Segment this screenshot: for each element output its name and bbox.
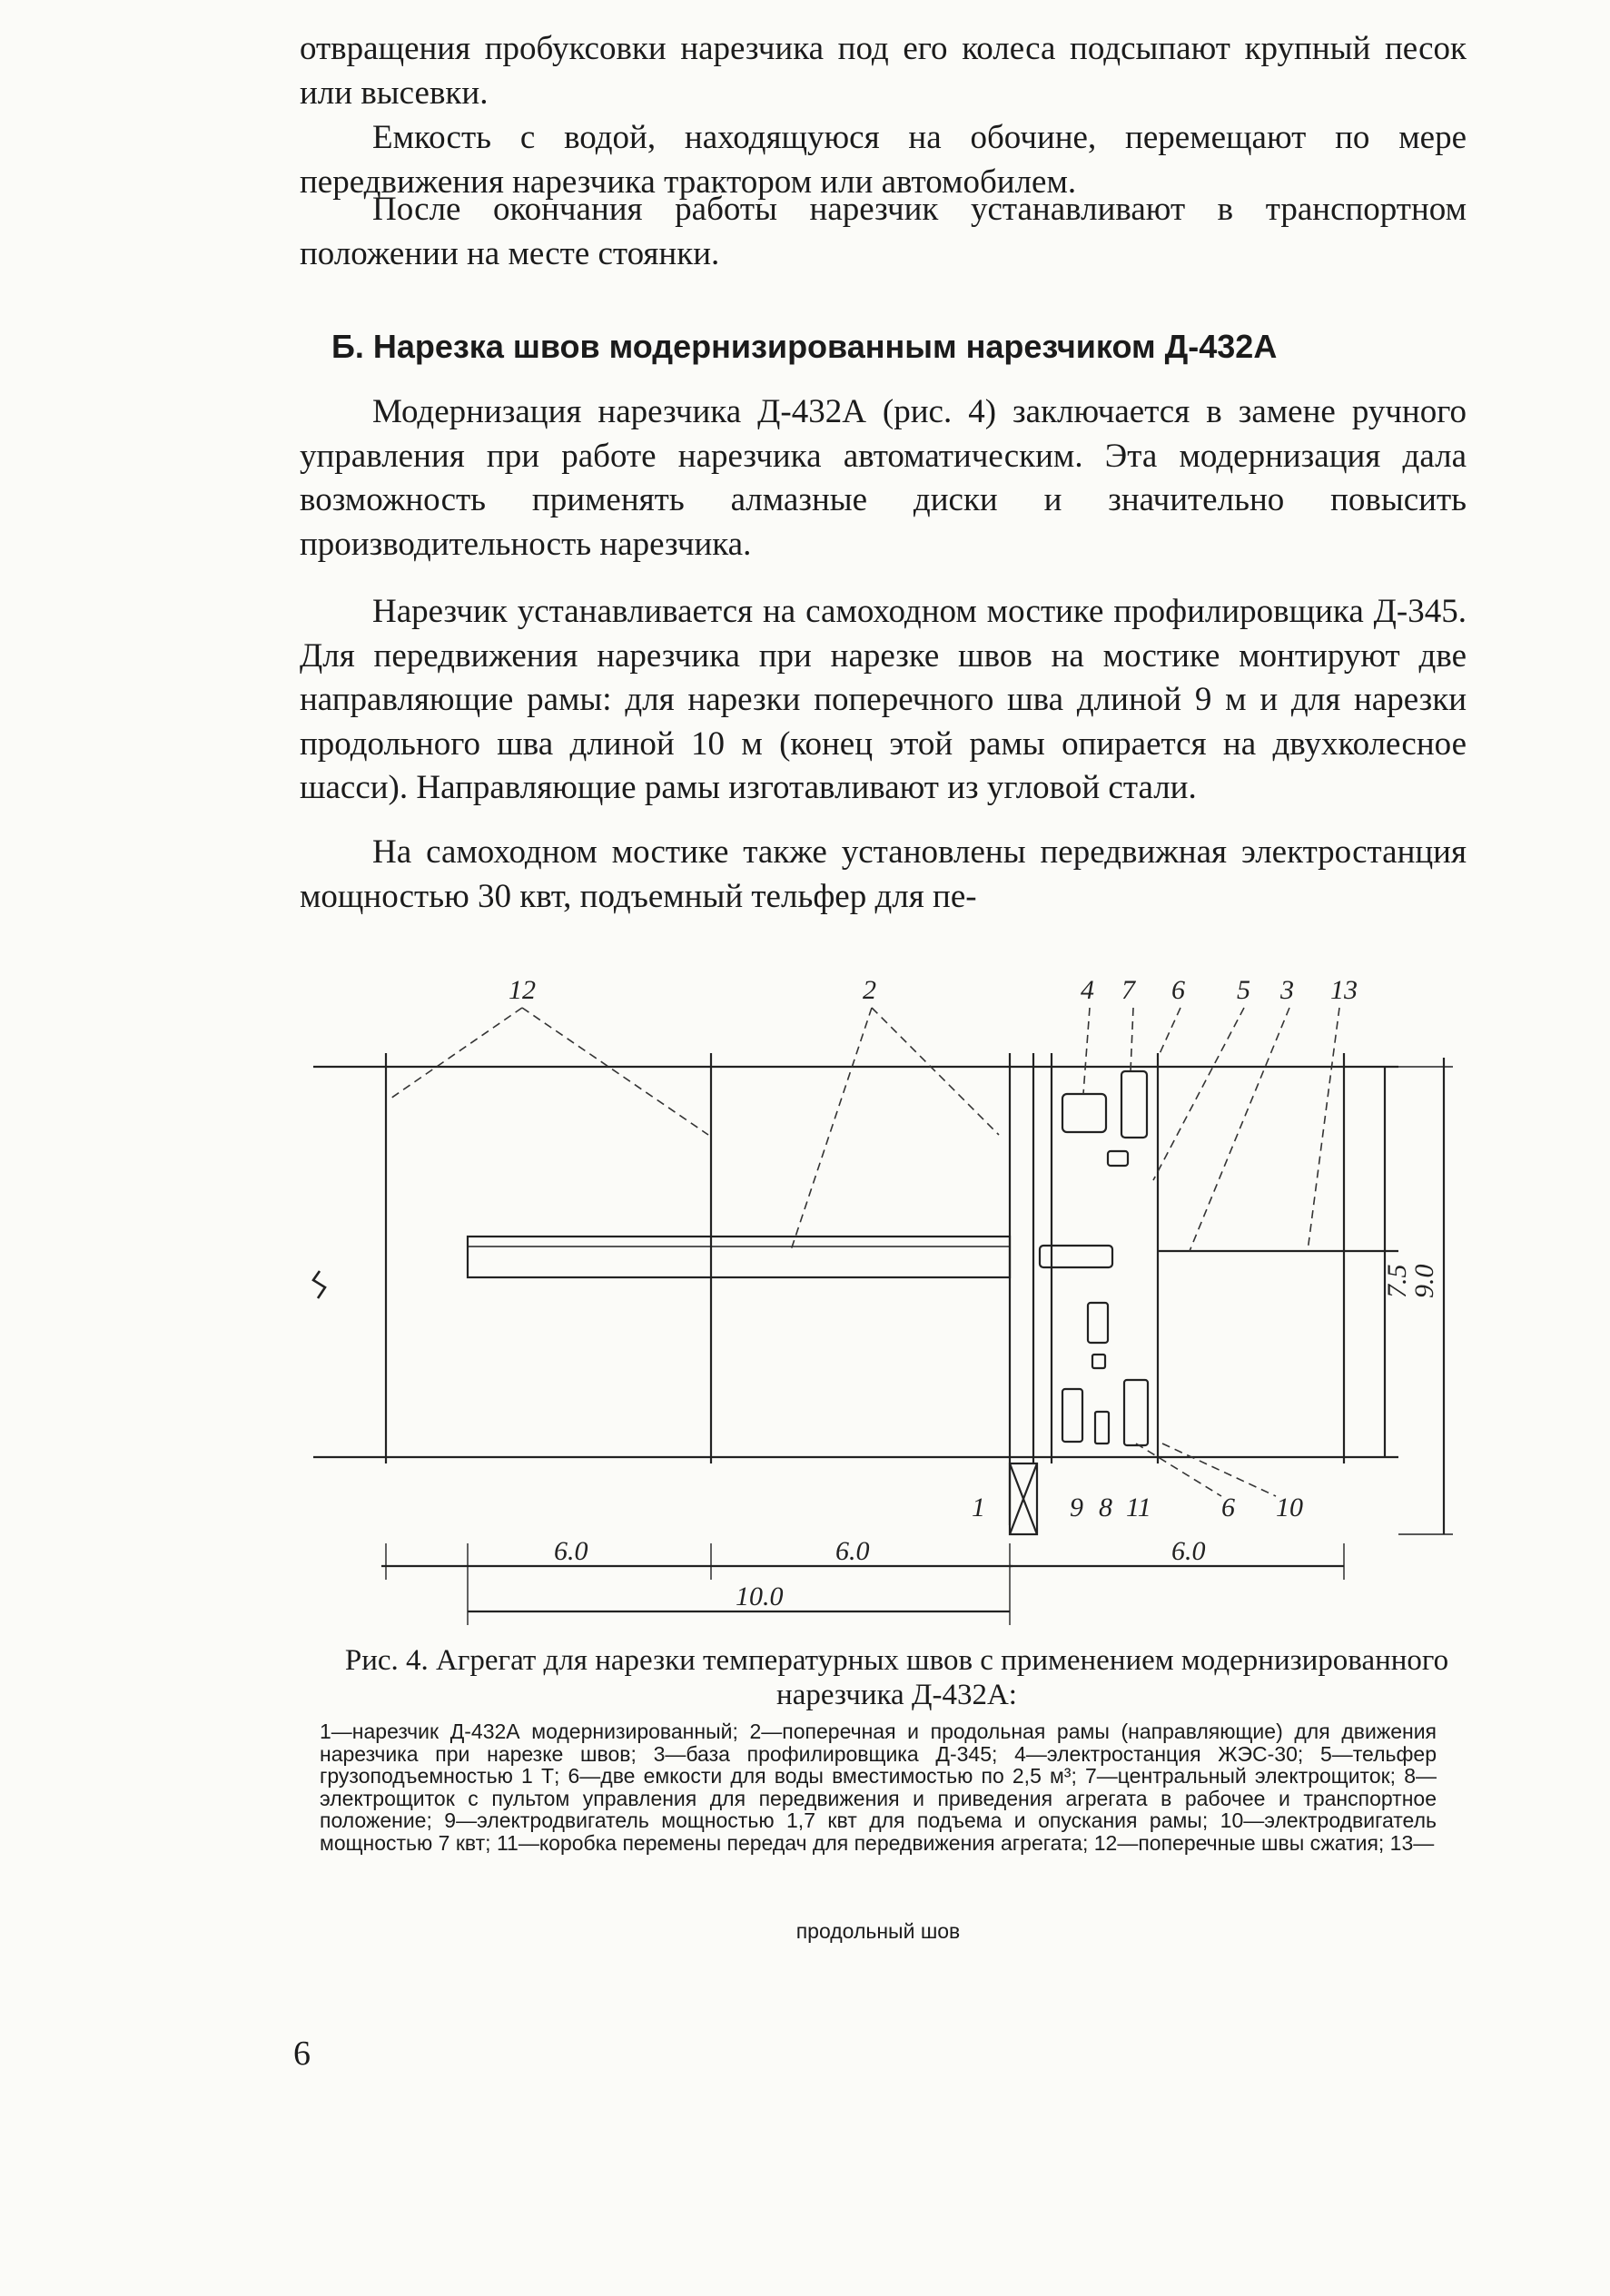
label-6-top: 6 bbox=[1171, 975, 1185, 1005]
figure-caption: Рис. 4. Агрегат для нарезки температурных швов с применением модернизированного нарезчика Д-432А: bbox=[344, 1644, 1449, 1711]
paragraph-3: После окончания работы нарезчик устанавливают в транспортном положении на месте стоянки. bbox=[300, 191, 1467, 272]
label-7: 7 bbox=[1121, 975, 1135, 1005]
page-number: 6 bbox=[293, 2035, 311, 2073]
label-6-bottom: 6 bbox=[1221, 1493, 1235, 1522]
dim-7-5: 7.5 bbox=[1382, 1264, 1412, 1298]
section-heading: Б. Нарезка швов модернизированным нарезчиком Д-432А bbox=[331, 328, 1278, 365]
label-4: 4 bbox=[1081, 975, 1094, 1005]
label-2: 2 bbox=[863, 975, 876, 1005]
paragraph-4: Модернизация нарезчика Д-432А (рис. 4) заключается в замене ручного управления при работе нарезчика автоматическим. Эта модернизация дала возможность применять алмазные диски и значительно повысить производительность нарезчика. bbox=[300, 393, 1467, 563]
dim-10: 10.0 bbox=[736, 1582, 784, 1611]
figure-legend-end: продольный шов bbox=[795, 1919, 961, 1943]
longitudinal-guide-frame bbox=[468, 1237, 1010, 1277]
figure-legend: 1—нарезчик Д-432А модернизированный; 2—поперечная и продольная рамы (направляющие) для движения нарезчика при нарезке швов; 3—база профилировщика Д-345; 4—электростанция ЖЭС-30; 5—тельфер грузоподъемностью 1 Т; 6—две емкости для воды вместимостью по 2,5 м³; 7—центральный электрощиток; 8—электрощиток с пультом управления для передвижения и приведения агрегата в рабочее и транспортное положение; 9—электродвигатель мощностью 1,7 квт для подъема и опускания рамы; 10—электродвигатель мощностью 7 квт; 11—коробка перемены передач для передвижения агрегата; 12—поперечные швы сжатия; 13— bbox=[320, 1720, 1437, 1855]
paragraph-5: Нарезчик устанавливается на самоходном мостике профилировщика Д-345. Для передвижения нарезчика при нарезке швов на мостике монтируют две направляющие рамы: для нарезки поперечного шва длиной 9 м и для нарезки продольного шва длиной 10 м (конец этой рамы опирается на двухколесное шасси). Направляющие рамы изготавливают из угловой стали. bbox=[300, 593, 1467, 806]
control-panel-block bbox=[1121, 1071, 1147, 1138]
label-12: 12 bbox=[509, 975, 536, 1005]
switchboard-8-block bbox=[1095, 1412, 1109, 1444]
motor-9-block bbox=[1062, 1389, 1082, 1442]
label-8: 8 bbox=[1099, 1493, 1112, 1522]
paragraph-6: На самоходном мостике также установлены передвижная электростанция мощностью 30 квт, подъемный тельфер для пе- bbox=[300, 833, 1467, 915]
dim-6-left: 6.0 bbox=[554, 1536, 588, 1566]
dim-6-right: 6.0 bbox=[1171, 1536, 1206, 1566]
paragraph-2: Емкость с водой, находящуюся на обочине, перемещают по мере передвижения нарезчика трактором или автомобилем. bbox=[300, 119, 1467, 201]
label-1: 1 bbox=[972, 1493, 985, 1522]
power-station-block bbox=[1062, 1094, 1106, 1132]
water-tank-a bbox=[1088, 1303, 1108, 1343]
label-3: 3 bbox=[1280, 975, 1294, 1005]
paragraph-1: отвращения пробуксовки нарезчика под его колеса подсыпают крупный песок или высевки. bbox=[300, 30, 1467, 112]
water-tank-b bbox=[1124, 1380, 1148, 1445]
dim-6-middle: 6.0 bbox=[835, 1536, 870, 1566]
dim-9: 9.0 bbox=[1409, 1264, 1439, 1298]
label-13: 13 bbox=[1330, 975, 1358, 1005]
label-5: 5 bbox=[1237, 975, 1250, 1005]
label-11: 11 bbox=[1126, 1493, 1151, 1522]
label-10: 10 bbox=[1276, 1493, 1303, 1522]
label-9: 9 bbox=[1070, 1493, 1083, 1522]
